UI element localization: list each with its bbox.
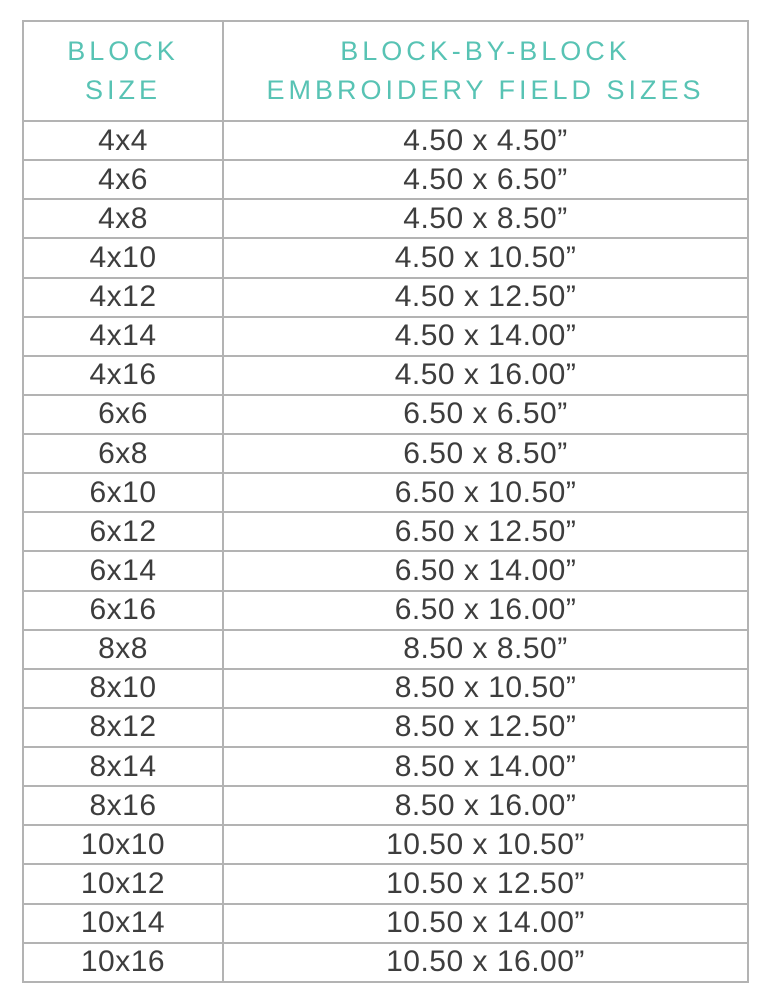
table-row (23, 747, 748, 786)
block-size-cell: 10x10 (23, 825, 223, 864)
field-size-cell: 10.50 x 12.50” (223, 864, 748, 903)
table-row (23, 591, 748, 630)
block-size-cell: 6x12 (23, 512, 223, 551)
block-size-cell: 4x4 (23, 121, 223, 160)
table-row (23, 864, 748, 903)
block-size-header-line1: BLOCK (67, 35, 179, 66)
block-size-cell: 10x16 (23, 943, 223, 982)
block-size-cell: 4x8 (23, 199, 223, 238)
block-size-cell: 8x14 (23, 747, 223, 786)
table-row (23, 278, 748, 317)
block-size-cell: 10x12 (23, 864, 223, 903)
field-size-cell: 6.50 x 14.00” (223, 551, 748, 590)
block-size-cell: 8x12 (23, 708, 223, 747)
field-size-cell: 8.50 x 16.00” (223, 786, 748, 825)
block-size-cell: 8x10 (23, 669, 223, 708)
table-row (23, 199, 748, 238)
table-row (23, 512, 748, 551)
field-size-cell: 10.50 x 16.00” (223, 943, 748, 982)
block-size-cell: 4x12 (23, 278, 223, 317)
header-row (23, 21, 748, 121)
field-sizes-header-line2: EMBROIDERY FIELD SIZES (266, 75, 705, 105)
table-row (23, 356, 748, 395)
block-size-column-header (23, 21, 223, 121)
block-size-cell: 4x6 (23, 160, 223, 199)
field-size-cell: 8.50 x 10.50” (223, 669, 748, 708)
block-size-cell: 6x10 (23, 473, 223, 512)
field-size-cell: 4.50 x 16.00” (223, 356, 748, 395)
field-size-cell: 4.50 x 6.50” (223, 160, 748, 199)
field-size-cell: 10.50 x 10.50” (223, 825, 748, 864)
block-size-cell: 4x10 (23, 238, 223, 277)
block-size-cell: 6x6 (23, 395, 223, 434)
field-size-cell: 6.50 x 12.50” (223, 512, 748, 551)
table-row (23, 551, 748, 590)
field-size-cell: 4.50 x 10.50” (223, 238, 748, 277)
field-sizes-header-line1: BLOCK-BY-BLOCK (340, 35, 631, 66)
block-size-cell: 8x8 (23, 630, 223, 669)
table-row (23, 630, 748, 669)
block-size-cell: 10x14 (23, 904, 223, 943)
block-size-cell: 6x8 (23, 434, 223, 473)
table-row (23, 238, 748, 277)
embroidery-field-size-table-wrap (22, 20, 747, 983)
block-size-cell: 6x14 (23, 551, 223, 590)
table-row (23, 395, 748, 434)
field-size-cell: 6.50 x 8.50” (223, 434, 748, 473)
table-row (23, 317, 748, 356)
table-row (23, 160, 748, 199)
field-size-cell: 8.50 x 12.50” (223, 708, 748, 747)
field-size-cell: 6.50 x 16.00” (223, 591, 748, 630)
table-row (23, 669, 748, 708)
field-size-cell: 6.50 x 10.50” (223, 473, 748, 512)
field-size-cell: 6.50 x 6.50” (223, 395, 748, 434)
table-row (23, 708, 748, 747)
table-row (23, 943, 748, 982)
block-size-cell: 6x16 (23, 591, 223, 630)
field-size-cell: 4.50 x 8.50” (223, 199, 748, 238)
block-size-cell: 4x16 (23, 356, 223, 395)
table-row (23, 434, 748, 473)
table-body (23, 121, 748, 982)
table-row (23, 786, 748, 825)
block-size-cell: 8x16 (23, 786, 223, 825)
field-size-cell: 4.50 x 14.00” (223, 317, 748, 356)
field-size-cell: 8.50 x 14.00” (223, 747, 748, 786)
table-row (23, 904, 748, 943)
field-size-cell: 4.50 x 4.50” (223, 121, 748, 160)
block-size-header-line2: SIZE (84, 75, 161, 105)
table-row (23, 121, 748, 160)
field-size-cell: 4.50 x 12.50” (223, 278, 748, 317)
block-size-cell: 4x14 (23, 317, 223, 356)
table-row (23, 825, 748, 864)
embroidery-field-size-table (22, 20, 749, 983)
table-header (23, 21, 748, 121)
field-size-cell: 8.50 x 8.50” (223, 630, 748, 669)
field-size-cell: 10.50 x 14.00” (223, 904, 748, 943)
table-row (23, 473, 748, 512)
field-sizes-column-header (223, 21, 748, 121)
